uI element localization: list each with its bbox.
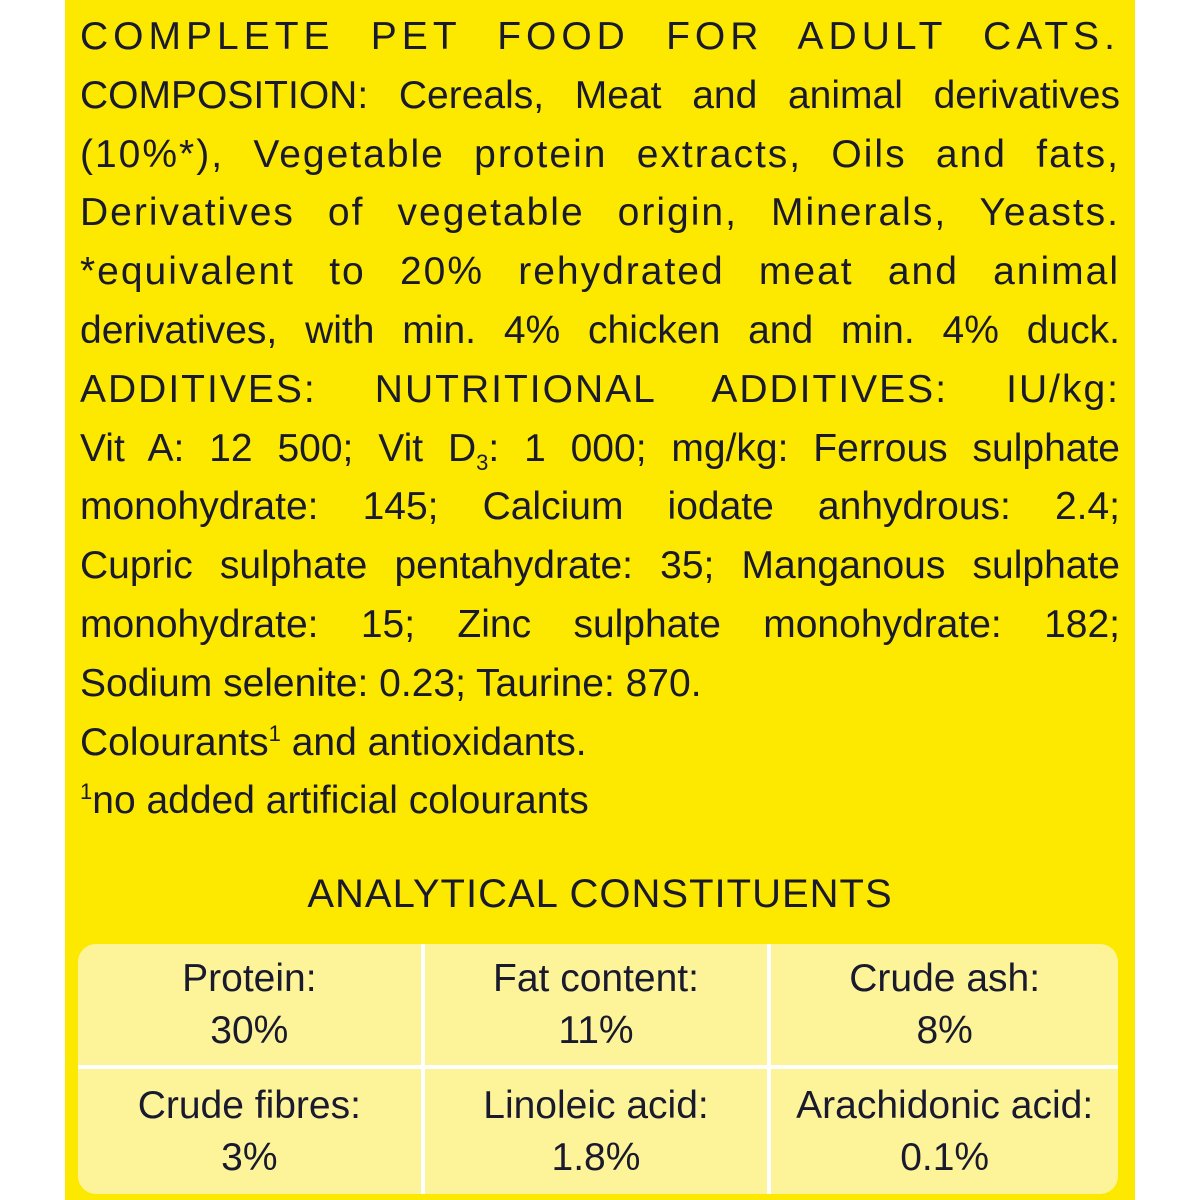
composition-line: (10%*), Vegetable protein extracts, Oils and fats,: [80, 132, 1120, 176]
constituent-value: 1.8%: [551, 1135, 641, 1179]
additives-text: : 1 000; mg/kg: Ferrous sulphate: [488, 426, 1120, 470]
constituent-value: 0.1%: [900, 1135, 990, 1179]
constituent-label: Crude ash:: [849, 956, 1041, 1000]
additives-line: Sodium selenite: 0.23; Taurine: 870.: [80, 661, 702, 705]
product-description: COMPLETE PET FOOD FOR ADULT CATS.: [80, 15, 1120, 58]
composition-line: Derivatives of vegetable origin, Minerals, Yeasts.: [80, 191, 1120, 235]
constituent-label: Arachidonic acid:: [796, 1083, 1094, 1127]
ingredients-text: [80, 8, 1120, 831]
constituent-value: 8%: [916, 1008, 973, 1052]
composition-footnote: derivatives, with min. 4% chicken and min. 4% duck.: [80, 308, 1120, 352]
constituent-cell: [78, 944, 425, 1069]
constituent-label: Protein:: [182, 956, 317, 1000]
additives-line: [80, 420, 1120, 479]
colourants-text: and antioxidants.: [280, 720, 587, 764]
analytical-constituents-title: ANALYTICAL CONSTITUENTS: [307, 872, 893, 916]
additives-line: monohydrate: 145; Calcium iodate anhydrous: 2.4;: [80, 485, 1120, 529]
composition-line: COMPOSITION: Cereals, Meat and animal derivatives: [80, 73, 1120, 117]
constituent-cell: [771, 944, 1118, 1069]
constituent-cell: [771, 1069, 1118, 1194]
colourants-text: Colourants: [80, 720, 269, 764]
subscript: 3: [476, 449, 489, 475]
constituent-value: 11%: [558, 1008, 634, 1052]
constituent-label: Fat content:: [493, 956, 699, 1000]
additives-line: monohydrate: 15; Zinc sulphate monohydrate: 182;: [80, 602, 1120, 646]
composition-footnote: *equivalent to 20% rehydrated meat and animal: [80, 250, 1120, 294]
footnote-text: no added artificial colourants: [92, 779, 589, 823]
analytical-constituents-table: [78, 944, 1118, 1194]
constituent-label: Crude fibres:: [137, 1083, 361, 1127]
colourants-footnote: [80, 772, 1120, 831]
constituent-label: Linoleic acid:: [483, 1083, 709, 1127]
additives-line: Cupric sulphate pentahydrate: 35; Manganous sulphate: [80, 544, 1120, 588]
additives-text: Vit A: 12 500; Vit D: [80, 426, 477, 470]
constituent-cell: [425, 1069, 772, 1194]
constituent-cell: [78, 1069, 425, 1194]
superscript: 1: [268, 720, 281, 746]
constituent-cell: [425, 944, 772, 1069]
superscript: 1: [80, 779, 93, 805]
colourants-line: [80, 714, 1120, 773]
constituent-value: 3%: [221, 1135, 278, 1179]
additives-heading: ADDITIVES: NUTRITIONAL ADDITIVES: IU/kg:: [80, 367, 1120, 411]
constituent-value: 30%: [210, 1008, 289, 1052]
